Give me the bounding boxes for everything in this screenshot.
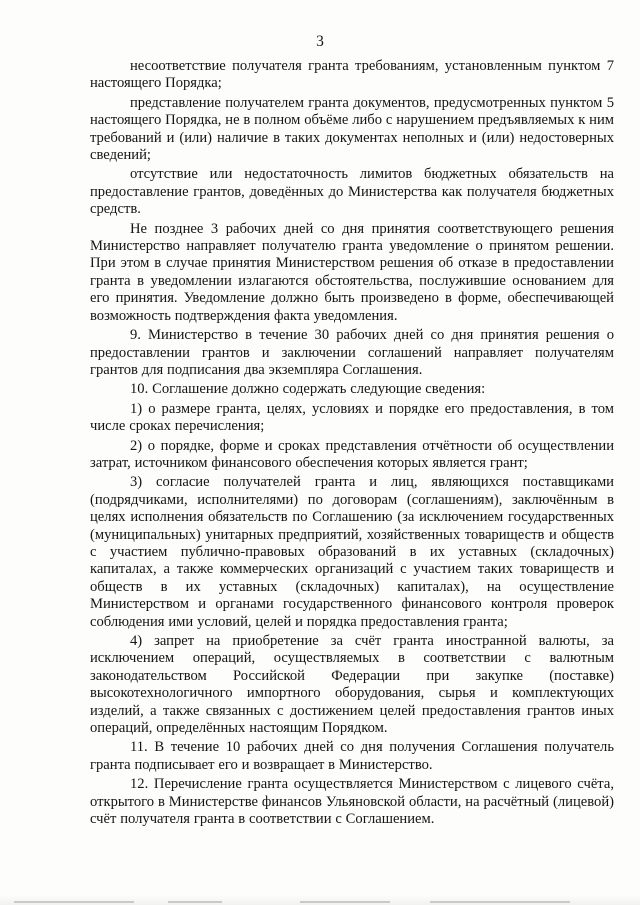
- paragraph: 3) согласие получателей гранта и лиц, являющихся поставщиками (подрядчиками, исполнителями) по договорам (соглашениям), заключённым в целях исполнения обязательств по Соглашению (за исключением государственных (муниципальных) унитарных предприятий, хозяйственных товариществ и обществ с участием публично-правовых образований в их уставных (складочных) капиталах, а также коммерческих организаций с участием таких товариществ и обществ в их уставных (складочных) капиталах), на осуществление Министерством и органами государственного финансового контроля проверок соблюдения ими условий, целей и порядка предоставления гранта;: [90, 474, 614, 630]
- paragraph: 11. В течение 10 рабочих дней со дня получения Соглашения получатель гранта подписывает его и возвращает в Министерство.: [90, 739, 614, 773]
- paragraph: 9. Министерство в течение 30 рабочих дней со дня принятия решения о предоставлении грантов и заключении соглашений направляет получателям грантов для подписания два экземпляра Соглашения.: [90, 327, 614, 378]
- paragraph: 1) о размере гранта, целях, условиях и порядке его предоставления, в том числе сроках перечисления;: [90, 400, 614, 435]
- paragraph: Не позднее 3 рабочих дней со дня принятия соответствующего решения Министерство направляет получателю гранта уведомление о принятом решении. При этом в случае принятия Министерством решения об отказе в предоставлении гранта в уведомлении излагаются обстоятельства, послужившие основанием для его принятия. Уведомление должно быть произведено в форме, обеспечивающей возможность подтверждения факта уведомления.: [90, 220, 614, 324]
- paragraph: 4) запрет на приобретение за счёт гранта иностранной валюты, за исключением операций, осуществляемых в соответствии с валютным законодательством Российской Федерации при закупке (поставке) высокотехнологичного импортного оборудования, сырья и комплектующих изделий, а также связанных с достижением целей предоставления грантов иных операций, определённых настоящим Порядком.: [90, 633, 614, 737]
- scan-artifact: [168, 901, 222, 903]
- paragraph: 12. Перечисление гранта осуществляется Министерством с лицевого счёта, открытого в Министерстве финансов Ульяновской области, на расчётный (лицевой) счёт получателя гранта в соответствии с Соглашением.: [90, 776, 614, 828]
- scan-artifact: [300, 901, 390, 903]
- scan-artifact: [430, 901, 570, 903]
- document-body: [90, 58, 614, 828]
- paragraph: 10. Соглашение должно содержать следующие сведения:: [130, 381, 486, 398]
- paragraph: несоответствие получателя гранта требованиям, установленным пунктом 7 настоящего Порядка;: [90, 58, 614, 92]
- paragraph: представление получателем гранта документов, предусмотренных пунктом 5 настоящего Порядка, не в полном объёме либо с нарушением предъявляемых к ним требований и (или) наличие в таких документах неполных и (или) недостоверных сведений;: [90, 94, 615, 164]
- scan-edge-shadow: [0, 895, 640, 905]
- paragraph: 2) о порядке, форме и сроках представления отчётности об осуществлении затрат, источником финансового обеспечения которых является грант;: [90, 437, 614, 471]
- scan-artifact: [14, 901, 134, 903]
- page-number: 3: [316, 33, 324, 50]
- paragraph: отсутствие или недостаточность лимитов бюджетных обязательств на предоставление грантов, доведённых до Министерства как получателя бюджетных средств.: [90, 166, 614, 218]
